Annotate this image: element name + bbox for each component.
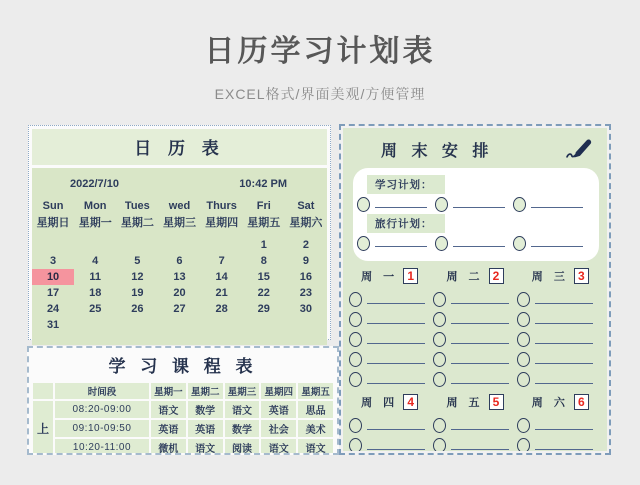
- calendar-date-cell: 21: [215, 287, 228, 299]
- calendar-date-cell: 31: [46, 319, 60, 331]
- plan-label-tag: 学习计划：: [367, 175, 445, 194]
- checklist-item: [349, 292, 433, 307]
- day-group: [343, 268, 607, 387]
- calendar-date-cell: 12: [131, 271, 144, 283]
- calendar-title: 日 历 表: [32, 129, 327, 165]
- calendar-date-cell: 9: [302, 255, 309, 267]
- write-line-icon: [367, 383, 425, 384]
- calendar-date-cell: 8: [260, 255, 267, 267]
- checklist-circle-icon: [513, 236, 526, 251]
- page-title: 日历学习计划表: [204, 35, 436, 68]
- checklist-circle-icon: [349, 352, 362, 367]
- plan-label-tag: 旅行计划：: [367, 214, 445, 233]
- calendar-date-cell: [116, 317, 158, 333]
- calendar-date-cell: 27: [173, 303, 186, 315]
- calendar-date-cell: 24: [46, 303, 60, 315]
- checklist-circle-icon: [517, 438, 530, 451]
- write-line-icon: [535, 303, 593, 304]
- checklist-circle-icon: [513, 197, 526, 212]
- course-time-cell: 08:20-09:00: [54, 400, 150, 419]
- checklist-item: [349, 372, 433, 387]
- weekday-en-label: Sat: [297, 200, 315, 212]
- calendar-date-cell: 14: [215, 271, 228, 283]
- write-line-icon: [451, 303, 509, 304]
- calendar-weekday-cell: [285, 200, 327, 230]
- weekend-panel-body: [343, 128, 607, 451]
- course-row: [32, 438, 334, 455]
- checklist-circle-icon: [357, 197, 370, 212]
- calendar-date-cell: [74, 317, 116, 333]
- checklist-circle-icon: [433, 332, 446, 347]
- calendar-date-cell: 22: [257, 287, 270, 299]
- checklist-circle-icon: [433, 292, 446, 307]
- checklist-item: [433, 352, 517, 367]
- course-corner-cell: [32, 382, 54, 400]
- weekday-en-label: Fri: [256, 200, 271, 212]
- calendar-date-grid: [32, 237, 327, 333]
- calendar-weekday-cell: [158, 200, 200, 230]
- plan-checklist-row: [357, 197, 591, 212]
- checklist-row: [343, 307, 607, 327]
- course-subject-cell: 语文: [297, 438, 334, 455]
- day-number-badge: 1: [403, 268, 418, 284]
- checklist-row: [343, 347, 607, 367]
- calendar-date-cell: 5: [134, 255, 141, 267]
- write-line-icon: [451, 449, 509, 450]
- calendar-date-cell: [158, 317, 200, 333]
- day-label: 周 五: [446, 397, 484, 409]
- write-line-icon: [535, 449, 593, 450]
- calendar-time: 10:42 PM: [239, 178, 287, 190]
- checklist-circle-icon: [433, 438, 446, 451]
- calendar-date-cell: [201, 237, 243, 253]
- calendar-weekday-cell: [201, 200, 243, 230]
- course-header-day: 星期二: [187, 382, 224, 400]
- write-line-icon: [367, 363, 425, 364]
- weekday-zh-label: 星期三: [162, 217, 196, 229]
- course-subject-cell: 语文: [187, 438, 224, 455]
- day-header: [347, 268, 432, 284]
- checklist-circle-icon: [349, 312, 362, 327]
- write-line-icon: [367, 343, 425, 344]
- weekday-en-label: Tues: [124, 200, 150, 212]
- write-line-icon: [375, 246, 427, 247]
- day-group-header: [343, 394, 607, 410]
- day-checklist-rows: [343, 413, 607, 451]
- calendar-date-cell: 25: [89, 303, 102, 315]
- calendar-date-cell: 28: [215, 303, 228, 315]
- plan-checklist-row: [357, 236, 591, 251]
- checklist-item: [517, 352, 601, 367]
- checklist-item: [349, 332, 433, 347]
- calendar-date-cell: [243, 317, 285, 333]
- day-label: 周 三: [531, 271, 569, 283]
- calendar-date-cell: 2: [302, 239, 309, 251]
- course-header-day: 星期四: [260, 382, 297, 400]
- checklist-circle-icon: [349, 332, 362, 347]
- checklist-circle-icon: [435, 236, 448, 251]
- checklist-circle-icon: [433, 312, 446, 327]
- checklist-circle-icon: [517, 292, 530, 307]
- calendar-date-cell: [32, 237, 74, 253]
- pen-writing-icon: [563, 137, 595, 161]
- course-subject-cell: 美术: [297, 419, 334, 438]
- weekend-plan-card: [353, 168, 599, 261]
- course-table-title: 学 习 课 程 表: [108, 357, 258, 376]
- checklist-circle-icon: [349, 438, 362, 451]
- checklist-circle-icon: [433, 418, 446, 433]
- checklist-row: [343, 413, 607, 433]
- weekday-zh-label: 星期一: [78, 217, 112, 229]
- calendar-date-cell: 3: [50, 255, 57, 267]
- calendar-date-cell: [74, 237, 116, 253]
- checklist-circle-icon: [349, 372, 362, 387]
- write-line-icon: [367, 449, 425, 450]
- calendar-body: [32, 168, 327, 345]
- day-number-badge: 6: [574, 394, 589, 410]
- checklist-circle-icon: [349, 292, 362, 307]
- day-label: 周 一: [361, 271, 399, 283]
- weekend-title: 周 末 安 排: [381, 142, 494, 160]
- course-time-cell: 09:10-09:50: [54, 419, 150, 438]
- checklist-circle-icon: [517, 332, 530, 347]
- day-number-badge: 3: [574, 268, 589, 284]
- calendar-date-cell: 11: [89, 271, 102, 283]
- day-number-badge: 4: [403, 394, 418, 410]
- course-table: [31, 381, 335, 455]
- calendar-date-cell: [285, 317, 327, 333]
- calendar-date-cell: 18: [89, 287, 102, 299]
- checklist-circle-icon: [517, 372, 530, 387]
- checklist-item: [357, 236, 435, 251]
- day-header: [518, 394, 603, 410]
- calendar-weekday-cell: [116, 200, 158, 230]
- course-subject-cell: 阅读: [224, 438, 261, 455]
- calendar-date-cell: 15: [257, 271, 270, 283]
- calendar-panel: [28, 125, 331, 340]
- checklist-circle-icon: [517, 352, 530, 367]
- day-label: 周 四: [361, 397, 399, 409]
- course-subject-cell: 语文: [260, 438, 297, 455]
- checklist-item: [349, 418, 433, 433]
- course-time-cell: 10:20-11:00: [54, 438, 150, 455]
- calendar-weekday-cell: [32, 200, 74, 230]
- checklist-circle-icon: [517, 418, 530, 433]
- checklist-item: [513, 236, 591, 251]
- calendar-date-cell: [158, 237, 200, 253]
- calendar-date-cell: 13: [173, 271, 186, 283]
- course-header-day: 星期一: [150, 382, 187, 400]
- course-row: [32, 400, 334, 419]
- calendar-date-cell-highlighted: 10: [32, 269, 74, 285]
- day-label: 周 六: [531, 397, 569, 409]
- day-header: [347, 394, 432, 410]
- checklist-item: [433, 312, 517, 327]
- checklist-circle-icon: [433, 352, 446, 367]
- day-header: [432, 268, 517, 284]
- course-subject-cell: 微机: [150, 438, 187, 455]
- course-subject-cell: 英语: [260, 400, 297, 419]
- calendar-date-cell: 16: [299, 271, 313, 283]
- checklist-item: [433, 292, 517, 307]
- weekday-zh-label: 星期六: [289, 217, 323, 229]
- checklist-circle-icon: [517, 312, 530, 327]
- checklist-circle-icon: [349, 418, 362, 433]
- checklist-row: [343, 327, 607, 347]
- day-header: [518, 268, 603, 284]
- calendar-weekday-cell: [243, 200, 285, 230]
- calendar-date-cell: 23: [299, 287, 313, 299]
- calendar-date-cell: 19: [131, 287, 144, 299]
- weekday-en-label: wed: [168, 200, 191, 212]
- weekday-en-label: Sun: [42, 200, 64, 212]
- course-header-day: 星期三: [224, 382, 261, 400]
- weekday-en-label: Thurs: [206, 200, 237, 212]
- write-line-icon: [531, 246, 583, 247]
- checklist-item: [435, 197, 513, 212]
- checklist-item: [513, 197, 591, 212]
- day-header: [432, 394, 517, 410]
- write-line-icon: [451, 363, 509, 364]
- write-line-icon: [531, 207, 583, 208]
- course-row: [32, 419, 334, 438]
- course-subject-cell: 社会: [260, 419, 297, 438]
- checklist-item: [349, 352, 433, 367]
- day-number-badge: 2: [489, 268, 504, 284]
- checklist-item: [433, 332, 517, 347]
- calendar-date-cell: [201, 317, 243, 333]
- weekday-zh-label: 星期二: [120, 217, 154, 229]
- checklist-item: [517, 438, 601, 451]
- checklist-row: [343, 367, 607, 387]
- checklist-row: [343, 287, 607, 307]
- write-line-icon: [367, 429, 425, 430]
- page-subtitle: EXCEL格式/界面美观/方便管理: [214, 86, 426, 102]
- day-checklist-rows: [343, 287, 607, 387]
- checklist-item: [517, 372, 601, 387]
- course-subject-cell: 英语: [187, 419, 224, 438]
- day-label: 周 二: [446, 271, 484, 283]
- course-subject-cell: 数学: [224, 419, 261, 438]
- calendar-date-cell: 26: [131, 303, 144, 315]
- day-group-header: [343, 268, 607, 284]
- write-line-icon: [535, 323, 593, 324]
- day-group: [343, 394, 607, 451]
- checklist-item: [433, 418, 517, 433]
- calendar-date-cell: [116, 237, 158, 253]
- checklist-item: [517, 292, 601, 307]
- write-line-icon: [375, 207, 427, 208]
- checklist-item: [349, 438, 433, 451]
- checklist-item: [435, 236, 513, 251]
- write-line-icon: [535, 429, 593, 430]
- checklist-item: [517, 418, 601, 433]
- course-subject-cell: 数学: [187, 400, 224, 419]
- course-subject-cell: 英语: [150, 419, 187, 438]
- calendar-date-cell: 1: [260, 239, 267, 251]
- write-line-icon: [535, 343, 593, 344]
- course-subject-cell: 语文: [224, 400, 261, 419]
- calendar-date-cell: 6: [176, 255, 183, 267]
- course-header-time: 时间段: [54, 382, 150, 400]
- calendar-date: 2022/7/10: [70, 178, 119, 190]
- calendar-weekday-cell: [74, 200, 116, 230]
- write-line-icon: [451, 323, 509, 324]
- course-period-cell: 上: [32, 400, 54, 455]
- weekday-zh-label: 星期四: [205, 217, 239, 229]
- checklist-item: [357, 197, 435, 212]
- calendar-date-cell: 17: [46, 287, 60, 299]
- day-number-badge: 5: [489, 394, 504, 410]
- write-line-icon: [535, 383, 593, 384]
- course-subject-cell: 语文: [150, 400, 187, 419]
- course-header-row: [32, 382, 334, 400]
- write-line-icon: [451, 429, 509, 430]
- write-line-icon: [367, 303, 425, 304]
- checklist-circle-icon: [357, 236, 370, 251]
- write-line-icon: [451, 383, 509, 384]
- calendar-date-cell: 4: [92, 255, 99, 267]
- checklist-item: [433, 372, 517, 387]
- checklist-item: [517, 332, 601, 347]
- checklist-item: [517, 312, 601, 327]
- checklist-row: [343, 433, 607, 451]
- weekday-en-label: Mon: [83, 200, 107, 212]
- calendar-weekday-header: [32, 200, 327, 230]
- write-line-icon: [367, 323, 425, 324]
- write-line-icon: [453, 207, 505, 208]
- checklist-circle-icon: [435, 197, 448, 212]
- calendar-date-cell: 30: [299, 303, 313, 315]
- course-panel: [27, 346, 339, 455]
- checklist-circle-icon: [433, 372, 446, 387]
- checklist-item: [349, 312, 433, 327]
- write-line-icon: [535, 363, 593, 364]
- course-subject-cell: 思品: [297, 400, 334, 419]
- calendar-date-cell: 20: [173, 287, 186, 299]
- checklist-item: [433, 438, 517, 451]
- weekend-panel: [339, 124, 611, 455]
- write-line-icon: [453, 246, 505, 247]
- weekday-zh-label: 星期日: [36, 217, 70, 229]
- write-line-icon: [451, 343, 509, 344]
- calendar-date-cell: 7: [218, 255, 225, 267]
- weekday-zh-label: 星期五: [247, 217, 281, 229]
- calendar-date-cell: 29: [257, 303, 270, 315]
- course-header-day: 星期五: [297, 382, 334, 400]
